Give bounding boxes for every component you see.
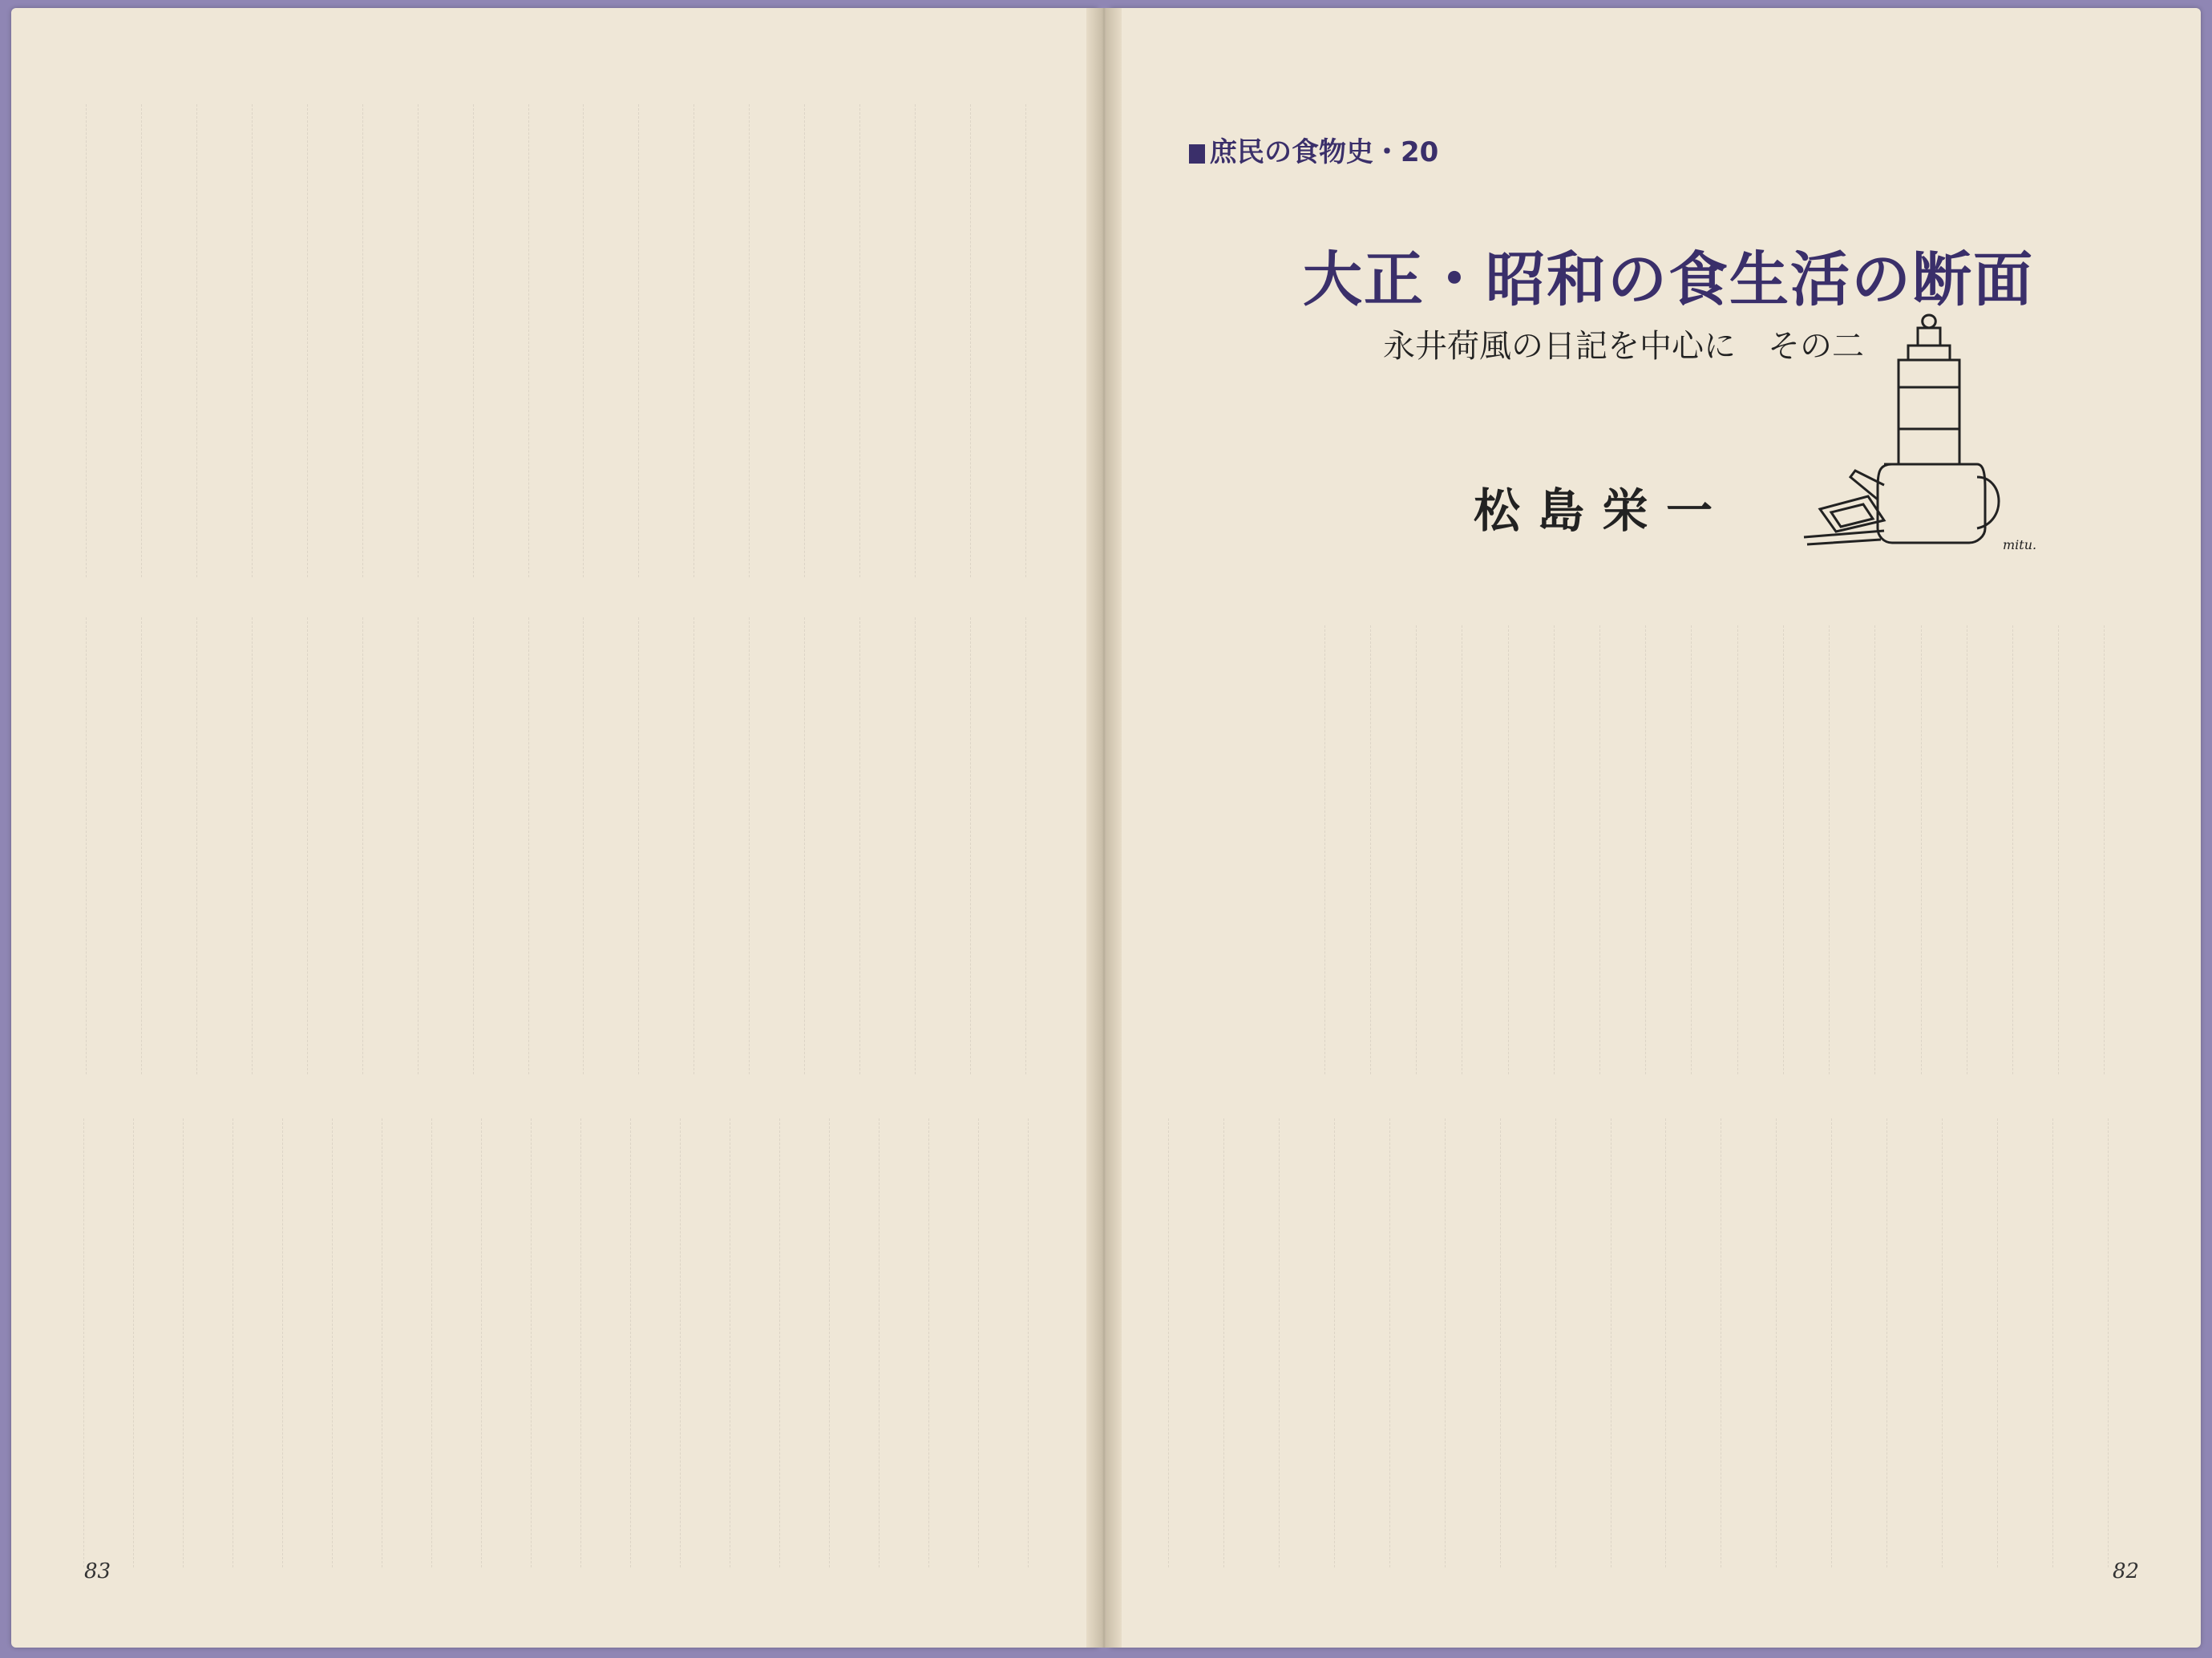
text-column [583, 104, 611, 577]
text-column [1967, 625, 1995, 1074]
text-column [1783, 625, 1811, 1074]
text-column [1223, 1118, 1252, 1567]
text-column [1645, 625, 1673, 1074]
text-column [141, 617, 169, 1074]
text-column [418, 104, 446, 577]
text-column [970, 104, 998, 577]
text-column [1025, 617, 1053, 1074]
left-upper-text-block [72, 104, 1066, 577]
text-column [2012, 625, 2040, 1074]
text-column [694, 104, 722, 577]
text-column [528, 617, 556, 1074]
text-column [1025, 104, 1053, 577]
text-column [638, 104, 666, 577]
text-column [362, 617, 390, 1074]
text-column [1721, 1118, 1749, 1567]
text-column [730, 1118, 758, 1567]
text-column [382, 1118, 410, 1567]
article-title: 大正・昭和の食生活の断面 [1303, 245, 2034, 314]
text-column [928, 1118, 956, 1567]
text-column [196, 617, 224, 1074]
text-column [528, 104, 556, 577]
text-column [2052, 1118, 2081, 1567]
author-name: 松島栄一 [1474, 483, 1731, 538]
text-column [1997, 1118, 2025, 1567]
text-column [879, 1118, 907, 1567]
text-column [1921, 625, 1949, 1074]
text-column [86, 617, 114, 1074]
text-column [1942, 1118, 1970, 1567]
text-column [1334, 1118, 1362, 1567]
series-square-icon [1189, 144, 1205, 164]
text-column [1831, 1118, 1859, 1567]
text-column [473, 104, 501, 577]
text-column [1829, 625, 1857, 1074]
text-column [133, 1118, 161, 1567]
text-column [1508, 625, 1536, 1074]
text-column [362, 104, 390, 577]
text-column [859, 104, 888, 577]
series-label: 庶民の食物史・20 [1189, 130, 1438, 169]
illustration-signature: mitu. [2003, 537, 2037, 552]
text-column [332, 1118, 360, 1567]
text-column [2104, 625, 2132, 1074]
text-column [418, 617, 446, 1074]
text-column [970, 617, 998, 1074]
coffee-pot-illustration [1796, 309, 2060, 557]
text-column [749, 617, 777, 1074]
text-column [749, 104, 777, 577]
text-column [307, 617, 335, 1074]
text-column [252, 104, 280, 577]
text-column [978, 1118, 1006, 1567]
text-column [473, 617, 501, 1074]
text-column [183, 1118, 211, 1567]
text-column [282, 1118, 310, 1567]
text-column [1599, 625, 1628, 1074]
text-column [531, 1118, 559, 1567]
book-gutter [1086, 8, 1122, 1648]
right-middle-text-block [1315, 625, 2141, 1074]
text-column [680, 1118, 708, 1567]
text-column [83, 1118, 111, 1567]
text-column [1445, 1118, 1473, 1567]
text-column [779, 1118, 807, 1567]
text-column [2058, 625, 2086, 1074]
text-column [583, 617, 611, 1074]
text-column [1665, 1118, 1693, 1567]
text-column [859, 617, 888, 1074]
text-column [141, 104, 169, 577]
text-column [1611, 1118, 1639, 1567]
text-column [1324, 625, 1353, 1074]
text-column [1370, 625, 1398, 1074]
text-column [694, 617, 722, 1074]
text-column [1737, 625, 1765, 1074]
text-column [1886, 1118, 1915, 1567]
text-column [1028, 1118, 1056, 1567]
right-lower-text-block [1155, 1118, 2149, 1567]
text-column [638, 617, 666, 1074]
text-column [1500, 1118, 1528, 1567]
text-column [86, 104, 114, 577]
text-column [829, 1118, 857, 1567]
text-column [1462, 625, 1490, 1074]
page-number-left: 83 [84, 1559, 111, 1583]
text-column [431, 1118, 459, 1567]
text-column [1279, 1118, 1307, 1567]
text-column [1555, 1118, 1583, 1567]
text-column [307, 104, 335, 577]
text-column [2108, 1118, 2136, 1567]
text-column [580, 1118, 609, 1567]
text-column [804, 104, 832, 577]
left-middle-text-block [72, 617, 1066, 1074]
text-column [1389, 1118, 1417, 1567]
text-column [481, 1118, 509, 1567]
text-column [1874, 625, 1903, 1074]
article-subtitle: 永井荷風の日記を中心に その二 [1383, 328, 1864, 365]
text-column [804, 617, 832, 1074]
left-lower-text-block [72, 1118, 1066, 1567]
text-column [630, 1118, 658, 1567]
text-column [1554, 625, 1582, 1074]
text-column [252, 617, 280, 1074]
text-column [1168, 1118, 1196, 1567]
text-column [1776, 1118, 1804, 1567]
text-column [1691, 625, 1719, 1074]
text-column [915, 104, 943, 577]
page-number-right: 82 [2113, 1559, 2140, 1583]
text-column [1416, 625, 1444, 1074]
text-column [915, 617, 943, 1074]
text-column [233, 1118, 261, 1567]
text-column [196, 104, 224, 577]
